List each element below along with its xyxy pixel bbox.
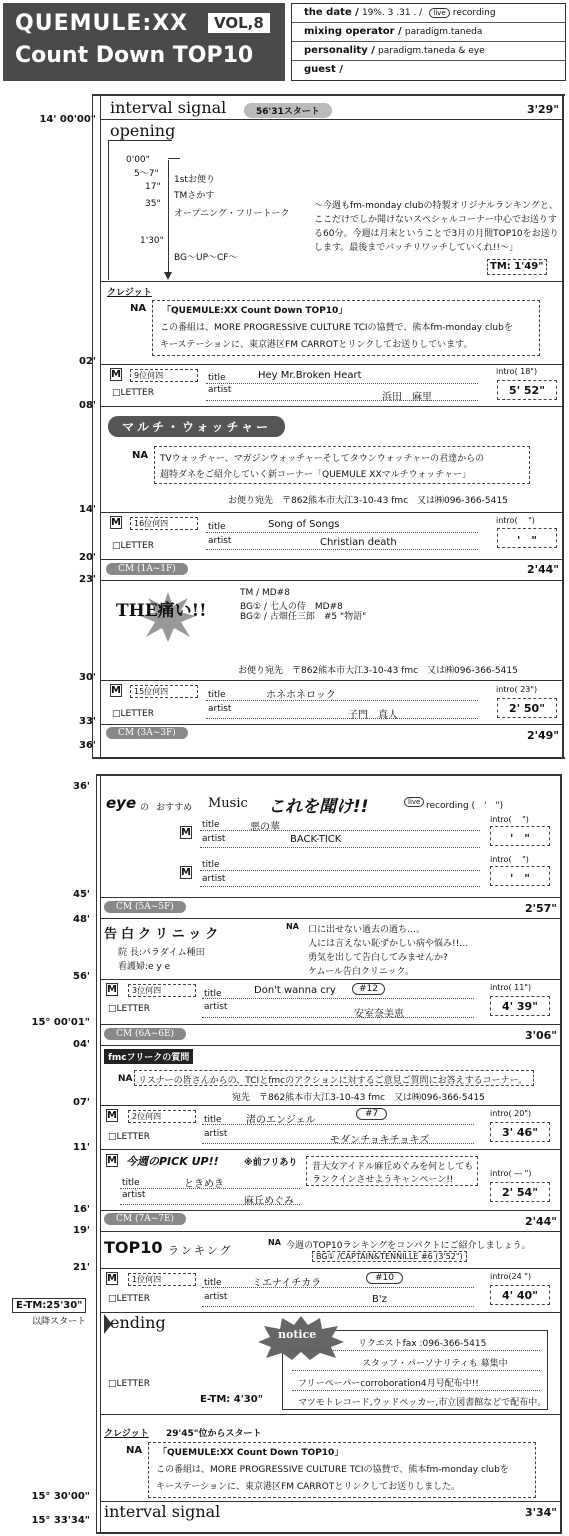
top10-line: 今週のTOP10ランキングをコンパクトにご紹介しましょう。 (286, 1241, 531, 1251)
opening-label: opening (110, 121, 176, 140)
song-duration: 5' 52" (497, 380, 557, 400)
interval-start-badge: 56'31スタート (244, 103, 332, 118)
time-15-30: 15° 30'00" (31, 1491, 90, 1502)
date-label: the date / (304, 7, 359, 18)
letter-checkbox[interactable]: □LETTER (112, 709, 154, 719)
cm-badge: CM (5A~5F) (104, 901, 186, 913)
opening-desc-1: ～今週もfm-monday clubの特製オリジナルランキングと、 (314, 201, 558, 211)
cue-1: 5～7" (134, 169, 159, 179)
intro-time: intro( ") (490, 815, 529, 824)
dotted-rule (292, 1390, 540, 1391)
clinic-line-3: 勇気を出して告白してみませんか? (308, 953, 448, 963)
song-title: ときめき (184, 1179, 224, 1190)
eye-music: Music (208, 796, 248, 811)
dotted-rule (200, 870, 480, 871)
dotted-rule (206, 549, 478, 550)
eye-label: eye (106, 794, 137, 812)
time-14-00: 14' 00'00" (39, 114, 96, 125)
dotted-rule (206, 700, 478, 701)
info-table (291, 3, 566, 81)
rank-box: 16位何四 (130, 517, 198, 530)
pickup-title: 今週のPICK UP!! (126, 1155, 219, 1168)
show-title: QUEMULE:XX (15, 11, 189, 36)
song-artist: モダンチョキチョキズ (330, 1135, 430, 1146)
pickup-campaign-1: 昔大女アイドル麻丘めぐみを何としても (312, 1162, 474, 1172)
music-cue-icon: M (111, 517, 121, 528)
credit-line-3: キーステーションに、東京港区FM CARROTとリンクしてお送りしました。 (156, 1482, 461, 1492)
opening-tm: TM: 1'49" (487, 259, 547, 275)
dotted-rule (206, 383, 478, 384)
dotted-rule (120, 1188, 300, 1189)
opening-desc-4: します。最後までバッチリワッチしていくれ!!～」 (314, 243, 519, 253)
time-15-33: 15° 33'34" (31, 1515, 90, 1526)
pickup-note: ※前フリあり (244, 1158, 298, 1168)
etm-start: E-TM:25'30" (12, 1298, 86, 1313)
eye-no: の (140, 803, 150, 813)
sheet1-bottom-rule (92, 757, 565, 759)
rank-box: 2位何四 (128, 1110, 196, 1123)
cm-duration: 2'49" (526, 729, 559, 742)
ending-label: ending (110, 1313, 166, 1332)
itai-address: お便り宛先 〒862熊本市大江3-10-43 fmc 又は㈱096-366-5415 (238, 666, 518, 676)
opening-desc-3: る60分。今週は月末ということで3月の月間TOP10をお送り (314, 229, 559, 239)
interval-duration: 3'29" (526, 103, 559, 116)
music-cue-icon: M (107, 1273, 117, 1284)
na-label: NA (132, 450, 149, 461)
song-artist: 麻丘めぐみ (244, 1196, 294, 1207)
title-label: title (204, 989, 222, 999)
time-30: 30' (79, 672, 96, 683)
time-11: 11' (73, 1142, 90, 1153)
rule (100, 897, 560, 898)
artist-label: artist (202, 834, 226, 844)
song-title: ホネホネロック (266, 690, 336, 701)
date-value: 19%. 3 .31 . / (361, 8, 423, 18)
recording-label: recording (452, 8, 496, 18)
clinic-line-4: ケムール告白クリニック。 (308, 967, 415, 977)
recording-time: recording ( ' ") (426, 801, 504, 811)
rule (100, 918, 560, 919)
artist-label: artist (122, 1190, 146, 1200)
rule (100, 580, 562, 581)
dotted-rule (202, 1017, 474, 1018)
music-cue-icon: M (181, 827, 191, 838)
title-label: title (202, 820, 220, 830)
rule (100, 559, 562, 560)
itai-title: THE痛い!! (116, 601, 207, 621)
opening-item-3: オープニング・フリートーク (174, 209, 290, 219)
mixing-value: paradigm.taneda (404, 27, 483, 37)
artist-label: artist (204, 1002, 228, 1012)
rule (100, 1268, 560, 1269)
clinic-title: 告白クリニック (104, 927, 223, 942)
interval-signal-label: interval signal (104, 1502, 221, 1521)
artist-label: artist (208, 385, 232, 395)
date-row (292, 4, 565, 23)
rank-box: 3位何四 (128, 984, 196, 997)
time-21: 21' (73, 1262, 90, 1273)
eye-osusume: おすすめ (156, 803, 193, 813)
dotted-rule (206, 532, 478, 533)
mixing-label: mixing operator / (304, 26, 402, 37)
opening-item-4: BG～UP～CF～ (174, 253, 238, 263)
rule (100, 119, 562, 120)
title-label: title (208, 373, 226, 383)
kore-wo-kike: これを聞け!! (268, 797, 369, 817)
sheet2-right (560, 774, 562, 1534)
rank-box: 9位何四 (130, 369, 198, 382)
rule (100, 1149, 560, 1150)
intro-time: intro(24 ") (490, 1272, 532, 1281)
dotted-rule (202, 1124, 474, 1125)
song-title: Don't wanna cry (254, 985, 336, 996)
dotted-rule (292, 1370, 540, 1371)
cm-badge: CM (6A~6E) (104, 1028, 186, 1040)
timeline-arrow (168, 160, 169, 275)
cue-4: 1'30" (140, 236, 164, 246)
credit-line-2: この番組は、MORE PROGRESSIVE CULTURE TCIの協賛で、熊本fm-monday clubを (156, 1465, 509, 1475)
title-label: title (122, 1178, 140, 1188)
song-duration: 4' 40" (490, 1285, 550, 1305)
time-04: 04' (73, 1039, 90, 1050)
sheet1-top-rule (92, 94, 565, 96)
sheet1-right (562, 94, 564, 757)
song-artist: 安室奈美恵 (354, 1009, 404, 1020)
rule (100, 512, 562, 513)
rule (100, 281, 562, 282)
time-07: 07' (73, 1097, 90, 1108)
clinic-staff-2: 看護婦:e y e (118, 962, 171, 972)
na-label: NA (286, 922, 299, 931)
multi-line-2: 超特ダネをご紹介していく新コーナー「QUEMULE XXマルチウォッチャー」 (160, 470, 471, 480)
live-badge: live (429, 8, 449, 18)
sheet2-bottom-rule (96, 1532, 562, 1534)
top10-bg: BG① /CAPTAIN&TENNILLE #6 (3'52") (312, 1251, 467, 1262)
dotted-rule (206, 718, 478, 719)
song-title: 悪の華 (250, 822, 280, 833)
rank-box: 15位何四 (130, 685, 198, 698)
intro-time: intro( 18") (496, 367, 538, 376)
song-title: Song of Songs (268, 519, 340, 530)
chart-position-badge: #10 (366, 1272, 403, 1284)
sheet1-inner-left (100, 94, 101, 757)
music-cue-icon: M (107, 984, 117, 995)
time-45: 45' (73, 889, 90, 900)
dotted-rule (292, 1350, 540, 1351)
rule (100, 1231, 560, 1232)
na-label: NA (126, 1445, 143, 1456)
letter-checkbox[interactable]: □LETTER (108, 1379, 150, 1389)
top10-subtitle: ランキング (168, 1244, 233, 1257)
time-48: 48' (73, 914, 90, 925)
intro-time: intro( 11") (490, 983, 532, 992)
song-duration: 3' 46" (490, 1122, 550, 1142)
guest-row (292, 61, 565, 80)
opening-item-2: TMさかす (174, 191, 215, 201)
time-36: 36' (73, 781, 90, 792)
mixing-row (292, 23, 565, 42)
itai-tm: TM / MD#8 (240, 588, 290, 598)
letter-checkbox[interactable]: □LETTER (112, 388, 154, 398)
time-15-00: 15° 00'01" (31, 1017, 90, 1028)
song-title: ミエナイチカラ (252, 1278, 322, 1289)
clinic-line-2: 人には言えない恥ずかしい病や悩み!!… (308, 939, 469, 949)
rule (100, 406, 562, 407)
artist-label: artist (204, 1129, 228, 1139)
na-label: NA (118, 1074, 133, 1084)
song-artist: Christian death (320, 537, 397, 548)
clinic-line-1: 口に出せない過去の過ち…。 (308, 925, 426, 935)
opening-bracket (108, 140, 109, 280)
freak-title: fmcフリークの質問 (104, 1049, 193, 1064)
pickup-campaign-2: ランクインさせようキャンペーン!! (312, 1175, 454, 1185)
rule (100, 1024, 560, 1025)
time-20: 20' (79, 552, 96, 563)
time-14: 14' (79, 504, 96, 515)
timeline-arrowhead (164, 272, 172, 280)
multi-address: お便り宛先 〒862熊本市大江3-10-43 fmc 又は㈱096-366-5415 (228, 496, 508, 506)
notice-label: notice (278, 1328, 317, 1341)
music-cue-icon: M (107, 1155, 117, 1166)
rule (100, 1045, 560, 1046)
sheet2-top-rule (96, 774, 562, 776)
rule (100, 680, 562, 681)
song-duration: ' " (490, 826, 550, 846)
dotted-rule (200, 830, 480, 831)
interval-signal-label: interval signal (110, 98, 227, 117)
song-title: 渚のエンジェル (246, 1115, 316, 1126)
song-duration: 4' 39" (490, 996, 550, 1016)
volume-badge: VOL,8 (208, 13, 270, 33)
personality-row (292, 42, 565, 61)
music-cue-icon: M (107, 1110, 117, 1121)
credit-label: クレジット (107, 288, 152, 298)
intro-time: intro( 23") (496, 685, 538, 694)
time-08: 08' (79, 400, 96, 411)
time-23: 23' (79, 574, 96, 585)
credit-line-2: この番組は、MORE PROGRESSIVE CULTURE TCIの協賛で、熊本fm-monday clubを (160, 323, 513, 333)
personality-value: paradigm.taneda & eye (378, 46, 485, 56)
rank-box: 1位何四 (128, 1273, 196, 1286)
credit-start: 29'45"位からスタート (166, 1429, 262, 1439)
music-cue-icon: M (181, 867, 191, 878)
time-16: 16' (73, 1204, 90, 1215)
multi-watcher-badge: マルチ・ウォッチャー (108, 416, 285, 437)
cm-duration: 3'06" (524, 1029, 557, 1042)
cm-badge: CM (7A~7E) (104, 1213, 186, 1225)
letter-checkbox[interactable]: □LETTER (108, 1132, 150, 1142)
sheet2-inner-left (100, 774, 101, 1534)
time-56: 56' (73, 971, 90, 982)
rule (100, 1414, 560, 1415)
etm-note: 以降スタート (32, 1317, 87, 1327)
notice-line-3: フリーペーパーcorroboration4月号配布中!! (298, 1379, 479, 1389)
music-cue-icon: M (111, 685, 121, 696)
itai-bg2: BG② / 古畑任三郎 #5 "物語" (240, 612, 367, 622)
artist-label: artist (208, 704, 232, 714)
time-36: 36' (79, 740, 96, 751)
dotted-rule (206, 400, 478, 401)
title-label: title (208, 690, 226, 700)
ending-etm: E-TM: 4'30" (200, 1394, 263, 1405)
na-label: NA (268, 1238, 281, 1247)
dotted-rule (120, 1204, 300, 1205)
guest-label: guest / (304, 64, 343, 75)
timeline-tick (168, 158, 180, 159)
title-label: title (204, 1115, 222, 1125)
cm-duration: 2'57" (524, 902, 557, 915)
top10-title: TOP10 (104, 1238, 163, 1257)
clinic-staff-1: 院 長:パラダイム種田 (118, 948, 205, 958)
title-label: title (202, 860, 220, 870)
intro-time: intro( 20") (490, 1109, 532, 1118)
letter-checkbox[interactable]: □LETTER (108, 1294, 150, 1304)
dotted-rule (202, 998, 474, 999)
credit-line-3: キーステーションに、東京港区FM CARROTとリンクしてお送りしています。 (160, 340, 473, 350)
intro-time: intro( ― ") (490, 1169, 532, 1178)
dotted-rule (202, 1143, 474, 1144)
song-artist: B'z (372, 1294, 387, 1305)
cm-duration: 2'44" (524, 1215, 557, 1228)
credit-label: クレジット (104, 1429, 149, 1439)
letter-checkbox[interactable]: □LETTER (108, 1004, 150, 1014)
artist-label: artist (202, 874, 226, 884)
time-02: 02' (79, 356, 96, 367)
opening-desc-2: ここだけでしか聞けないスペシャルコーナー中心でお送りす (314, 215, 557, 225)
notice-line-2: スタッフ・パーソナリティも 募集中 (362, 1359, 508, 1369)
personality-label: personality / (304, 45, 375, 56)
rule (100, 1105, 560, 1106)
song-title: Hey Mr.Broken Heart (258, 370, 362, 381)
dotted-rule (200, 886, 480, 887)
freak-address: 宛先 〒862熊本市大江3-10-43 fmc 又は㈱096-366-5415 (232, 1093, 485, 1103)
song-duration: 2' 50" (497, 698, 557, 718)
credit-line-1: 「QUEMULE:XX Count Down TOP10」 (158, 1448, 344, 1458)
dotted-rule (202, 1287, 474, 1288)
title-label: title (208, 522, 226, 532)
song-artist: 子門 真人 (348, 710, 398, 721)
header-block (3, 3, 285, 81)
credit-line-1: 「QUEMULE:XX Count Down TOP10」 (162, 306, 348, 316)
intro-time: intro( ") (496, 516, 535, 525)
song-artist: BACK-TICK (290, 834, 342, 845)
notice-line-4: マツモトレコード,ウッドペッカー,市立図書館などで配布中。 (298, 1398, 547, 1408)
notice-line-1: リクエストfax :096-366-5415 (358, 1339, 487, 1349)
song-duration: ' " (497, 528, 557, 548)
show-subtitle: Count Down TOP10 (15, 43, 254, 68)
cue-0: 0'00" (126, 155, 150, 165)
title-label: title (204, 1278, 222, 1288)
cm-badge: CM (3A~3F) (106, 727, 188, 739)
letter-checkbox[interactable]: □LETTER (112, 541, 154, 551)
rule (100, 1210, 560, 1211)
ending-marker (104, 1314, 112, 1334)
intro-time: intro( ") (490, 855, 529, 864)
cue-3: 35" (145, 199, 161, 209)
na-label: NA (130, 303, 147, 314)
song-duration: 2' 54" (490, 1182, 550, 1202)
sheet2-left (96, 774, 97, 1534)
freak-line: リスナーの皆さんからの、TCIとfmcのアクションに対するご意見ご質問にお答えするコーナー。 (138, 1076, 528, 1086)
song-artist: 浜田 麻里 (382, 392, 432, 403)
cm-duration: 2'44" (526, 563, 559, 576)
rule (100, 364, 562, 365)
rule (100, 1312, 560, 1313)
interval-duration: 3'34" (524, 1506, 557, 1519)
time-33: 33' (79, 716, 96, 727)
time-19: 19' (73, 1225, 90, 1236)
song-duration: ' " (490, 866, 550, 886)
chart-position-badge: #7 (356, 1108, 387, 1120)
opening-item-1: 1stお便り (174, 175, 215, 185)
artist-label: artist (208, 536, 232, 546)
music-cue-icon: M (111, 369, 121, 380)
artist-label: artist (204, 1292, 228, 1302)
rule (100, 979, 560, 980)
cue-2: 17" (145, 182, 161, 192)
dotted-rule (202, 1306, 474, 1307)
multi-line-1: TVウォッチャー、マガジンウォッチャーそしてタウンウォッチャーの君達からの (160, 454, 485, 464)
live-badge: live (404, 797, 424, 807)
opening-bracket-top (108, 140, 172, 141)
itai-bg1: BG① / 七人の侍 MD#8 (240, 602, 343, 612)
chart-position-badge: #12 (352, 983, 385, 995)
rule (100, 724, 562, 725)
cm-badge: CM (1A~1F) (106, 563, 188, 575)
dotted-rule (200, 847, 480, 848)
